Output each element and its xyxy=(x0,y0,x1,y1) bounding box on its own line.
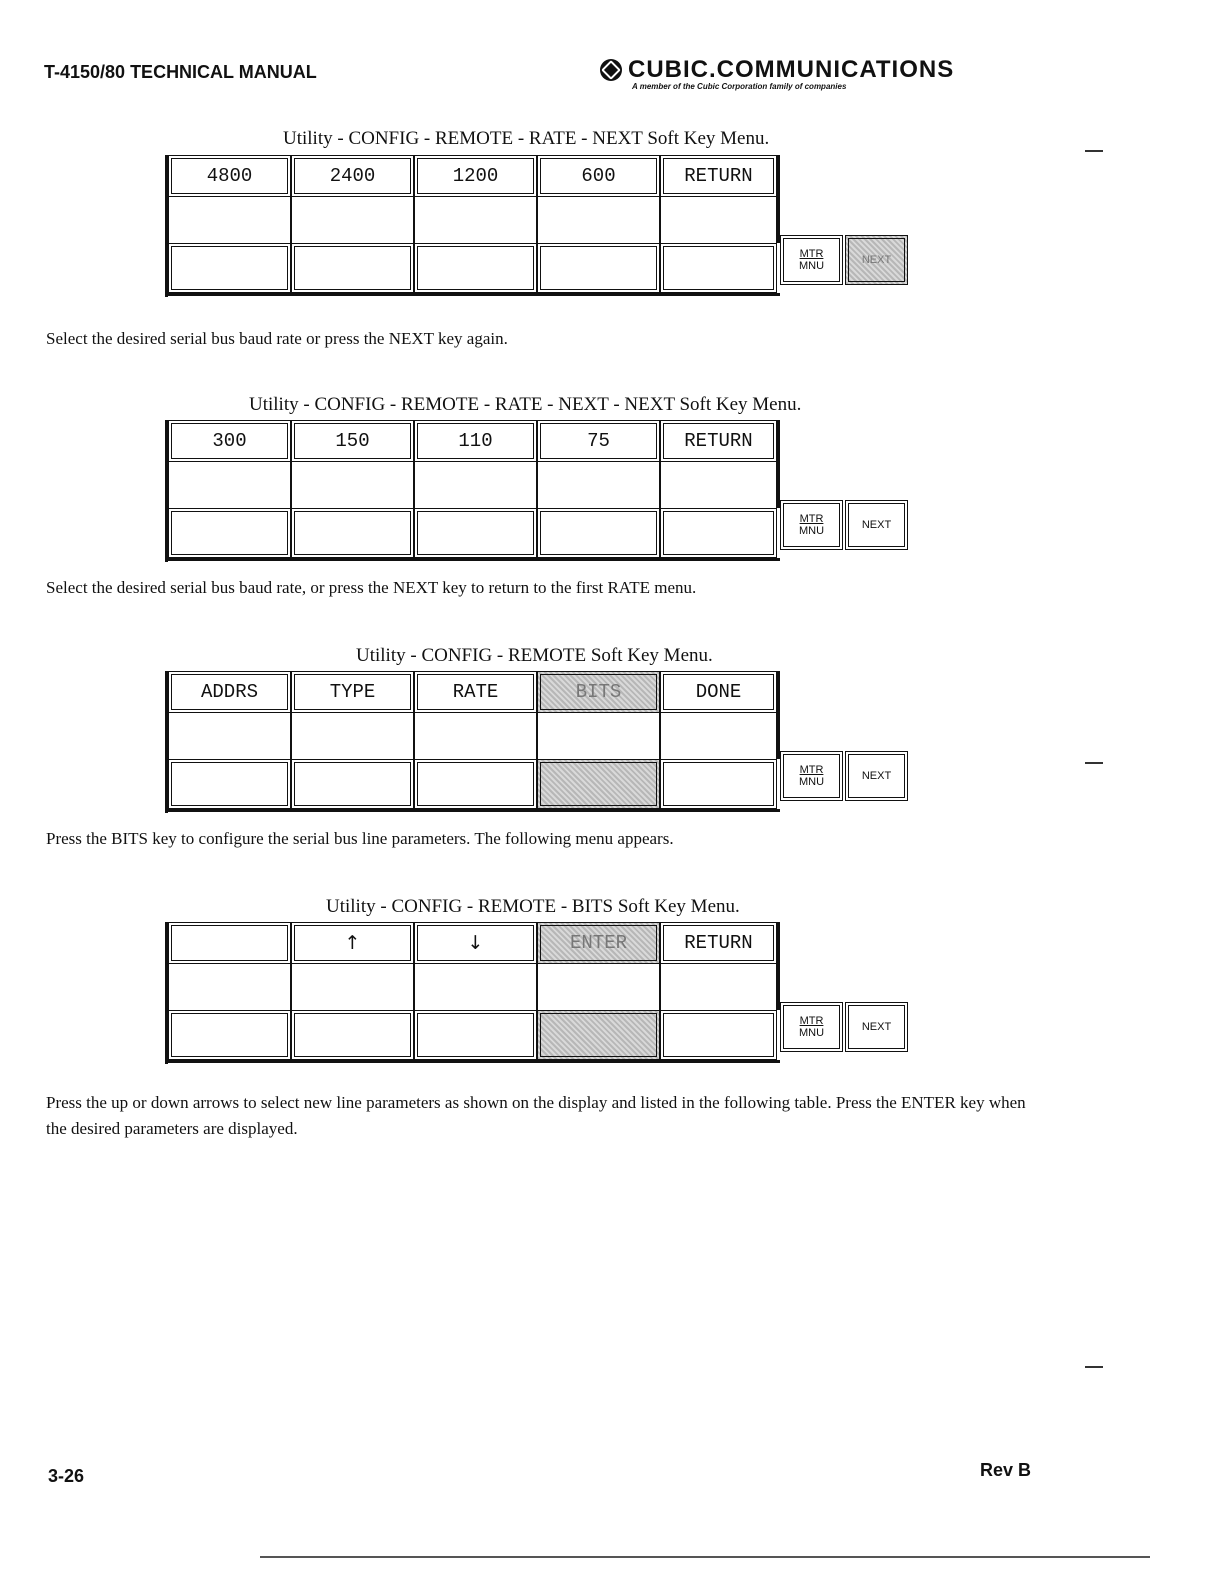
soft-key-menu-4 xyxy=(165,922,915,1064)
soft-key-up-arrow[interactable]: ↑ xyxy=(291,922,414,964)
soft-key-blank[interactable] xyxy=(168,922,291,964)
soft-key-menu-2 xyxy=(165,420,915,562)
mtr-mnu-key[interactable]: MTR MNU xyxy=(780,500,843,550)
next-key[interactable]: NEXT xyxy=(845,500,908,550)
menu-3-caption: Utility - CONFIG - REMOTE Soft Key Menu. xyxy=(356,645,713,666)
soft-key-rate[interactable]: RATE xyxy=(414,671,537,713)
next-key[interactable]: NEXT xyxy=(845,1002,908,1052)
paragraph-3: Press the BITS key to configure the serial bus line parameters. The following menu appears. xyxy=(46,829,674,848)
mtr-mnu-key[interactable]: MTR MNU xyxy=(780,751,843,801)
margin-mark xyxy=(1085,150,1103,152)
brand xyxy=(600,56,954,91)
soft-key-bits-highlighted[interactable]: BITS xyxy=(537,671,660,713)
soft-key-blank[interactable] xyxy=(414,243,537,293)
soft-key-blank[interactable] xyxy=(168,508,291,558)
soft-key-blank[interactable] xyxy=(414,508,537,558)
next-key-highlighted[interactable]: NEXT xyxy=(845,235,908,285)
soft-key-blank[interactable] xyxy=(414,1010,537,1060)
soft-key-enter-highlighted[interactable]: ENTER xyxy=(537,922,660,964)
soft-key-150[interactable]: 150 xyxy=(291,420,414,462)
menu-1-caption: Utility - CONFIG - REMOTE - RATE - NEXT Soft Key Menu. xyxy=(283,128,770,149)
soft-key-return[interactable]: RETURN xyxy=(660,922,777,964)
margin-mark xyxy=(1085,1366,1103,1368)
soft-key-addrs[interactable]: ADDRS xyxy=(168,671,291,713)
soft-key-blank[interactable] xyxy=(660,243,777,293)
soft-key-blank[interactable] xyxy=(168,759,291,809)
cubic-logo-icon xyxy=(600,59,622,81)
soft-key-blank[interactable] xyxy=(660,508,777,558)
revision: Rev B xyxy=(980,1460,1032,1480)
soft-key-4800[interactable]: 4800 xyxy=(168,155,291,197)
soft-key-down-arrow[interactable]: ↓ xyxy=(414,922,537,964)
soft-key-blank[interactable] xyxy=(291,243,414,293)
soft-key-type[interactable]: TYPE xyxy=(291,671,414,713)
menu-2-caption: Utility - CONFIG - REMOTE - RATE - NEXT - NEXT Soft Key Menu. xyxy=(249,394,802,415)
soft-key-75[interactable]: 75 xyxy=(537,420,660,462)
soft-key-blank[interactable] xyxy=(414,759,537,809)
next-key[interactable]: NEXT xyxy=(845,751,908,801)
soft-key-110[interactable]: 110 xyxy=(414,420,537,462)
brand-tagline: A member of the Cubic Corporation family of companies xyxy=(632,82,847,91)
soft-key-2400[interactable]: 2400 xyxy=(291,155,414,197)
mtr-mnu-key[interactable]: MTR MNU xyxy=(780,1002,843,1052)
soft-key-blank[interactable] xyxy=(291,759,414,809)
soft-key-blank[interactable] xyxy=(537,508,660,558)
paragraph-4: Press the up or down arrows to select new line parameters as shown on the display and listed in the following table. Press the ENTER key when the desired parameters are displayed. xyxy=(46,1093,1026,1138)
soft-key-blank[interactable] xyxy=(168,243,291,293)
soft-key-menu-3 xyxy=(165,671,915,813)
soft-key-menu-1 xyxy=(165,155,915,297)
soft-key-1200[interactable]: 1200 xyxy=(414,155,537,197)
soft-key-blank[interactable] xyxy=(168,1010,291,1060)
page-number: 3-26 xyxy=(48,1466,85,1486)
soft-key-blank[interactable] xyxy=(660,759,777,809)
paragraph-1: Select the desired serial bus baud rate or press the NEXT key again. xyxy=(46,329,508,348)
soft-key-blank[interactable] xyxy=(537,243,660,293)
soft-key-600[interactable]: 600 xyxy=(537,155,660,197)
soft-key-return[interactable]: RETURN xyxy=(660,420,777,462)
soft-key-done[interactable]: DONE xyxy=(660,671,777,713)
brand-name: CUBIC.COMMUNICATIONS xyxy=(628,56,955,83)
soft-key-blank[interactable] xyxy=(660,1010,777,1060)
margin-mark xyxy=(1085,762,1103,764)
soft-key-return[interactable]: RETURN xyxy=(660,155,777,197)
menu-4-caption: Utility - CONFIG - REMOTE - BITS Soft Key Menu. xyxy=(326,896,740,917)
soft-key-blank[interactable] xyxy=(291,508,414,558)
paragraph-2: Select the desired serial bus baud rate, or press the NEXT key to return to the first RATE menu. xyxy=(46,578,697,597)
mtr-mnu-key[interactable]: MTR MNU xyxy=(780,235,843,285)
soft-key-blank[interactable] xyxy=(291,1010,414,1060)
soft-key-blank-highlighted[interactable] xyxy=(537,759,660,809)
soft-key-300[interactable]: 300 xyxy=(168,420,291,462)
soft-key-blank-highlighted[interactable] xyxy=(537,1010,660,1060)
manual-title: T-4150/80 TECHNICAL MANUAL xyxy=(44,62,317,82)
bottom-rule xyxy=(260,1556,1150,1558)
